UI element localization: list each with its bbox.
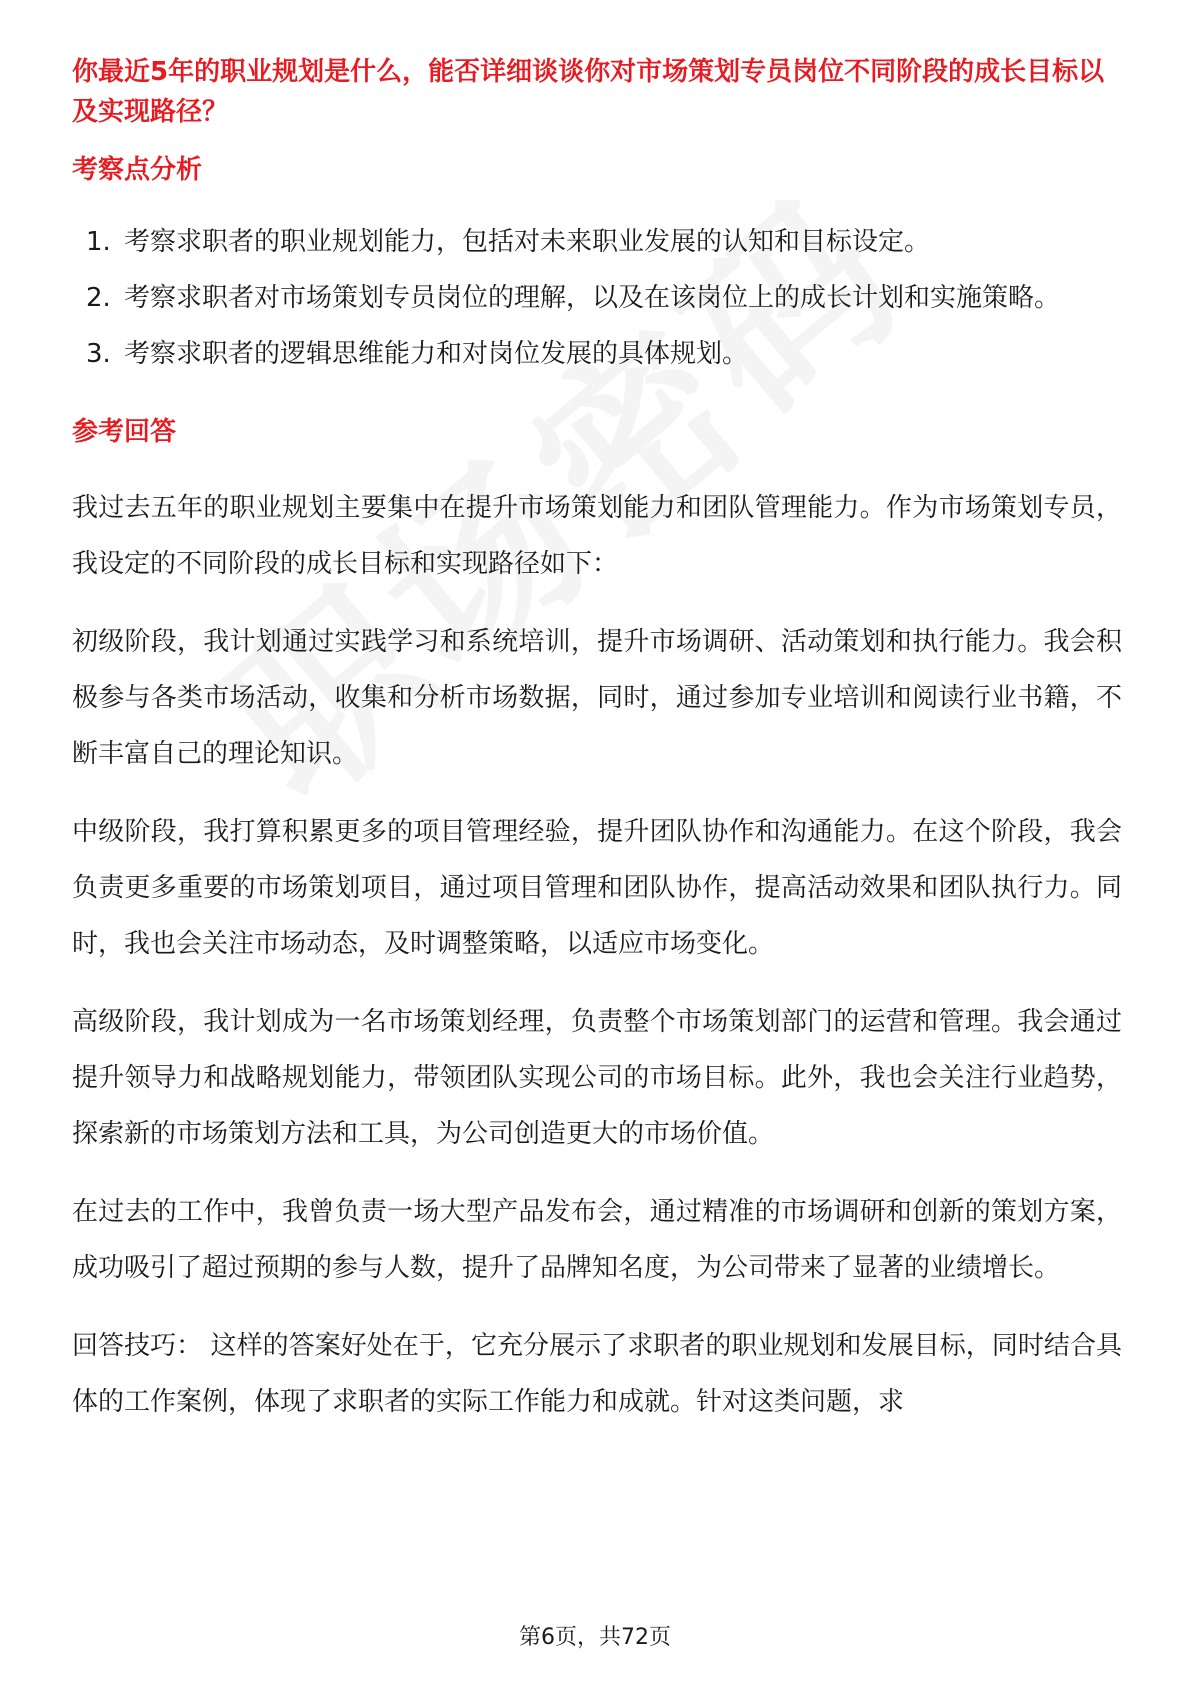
list-number: 2. (86, 283, 111, 313)
question-title: 你最近5年的职业规划是什么，能否详细谈谈你对市场策划专员岗位不同阶段的成长目标以及实现路径？ (72, 57, 1105, 127)
answer-paragraph: 在过去的工作中，我曾负责一场大型产品发布会，通过精准的市场调研和创新的策划方案，成功吸引了超过预期的参与人数，提升了品牌知名度，为公司带来了显著的业绩增长。 (72, 1197, 1122, 1283)
document-body (72, 52, 1122, 1430)
analysis-item-text: 考察求职者的逻辑思维能力和对岗位发展的具体规划。 (124, 339, 749, 369)
answer-paragraph: 中级阶段，我打算积累更多的项目管理经验，提升团队协作和沟通能力。在这个阶段，我会负责更多重要的市场策划项目，通过项目管理和团队协作，提高活动效果和团队执行力。同时，我也会关注市场动态，及时调整策略，以适应市场变化。 (72, 817, 1122, 959)
analysis-item (72, 214, 1122, 270)
analysis-list (72, 214, 1122, 382)
analysis-item-text: 考察求职者对市场策划专员岗位的理解，以及在该岗位上的成长计划和实施策略。 (124, 283, 1061, 313)
answer-paragraph: 我过去五年的职业规划主要集中在提升市场策划能力和团队管理能力。作为市场策划专员，我设定的不同阶段的成长目标和实现路径如下： (72, 493, 1122, 579)
analysis-item (72, 326, 1122, 382)
answer-heading: 参考回答 (72, 417, 177, 447)
analysis-item (72, 270, 1122, 326)
list-number: 3. (86, 339, 111, 369)
analysis-heading: 考察点分析 (72, 155, 203, 185)
analysis-item-text: 考察求职者的职业规划能力，包括对未来职业发展的认知和目标设定。 (124, 227, 931, 257)
list-number: 1. (86, 227, 111, 257)
page-number: 第6页，共72页 (519, 1625, 671, 1650)
answer-tips-paragraph: 回答技巧： 这样的答案好处在于，它充分展示了求职者的职业规划和发展目标，同时结合具体的工作案例，体现了求职者的实际工作能力和成就。针对这类问题，求 (72, 1331, 1122, 1417)
answer-paragraph: 初级阶段，我计划通过实践学习和系统培训，提升市场调研、活动策划和执行能力。我会积极参与各类市场活动，收集和分析市场数据，同时，通过参加专业培训和阅读行业书籍，不断丰富自己的理论知识。 (72, 627, 1122, 769)
answer-paragraph: 高级阶段，我计划成为一名市场策划经理，负责整个市场策划部门的运营和管理。我会通过提升领导力和战略规划能力，带领团队实现公司的市场目标。此外，我也会关注行业趋势，探索新的市场策划方法和工具，为公司创造更大的市场价值。 (72, 1007, 1122, 1149)
